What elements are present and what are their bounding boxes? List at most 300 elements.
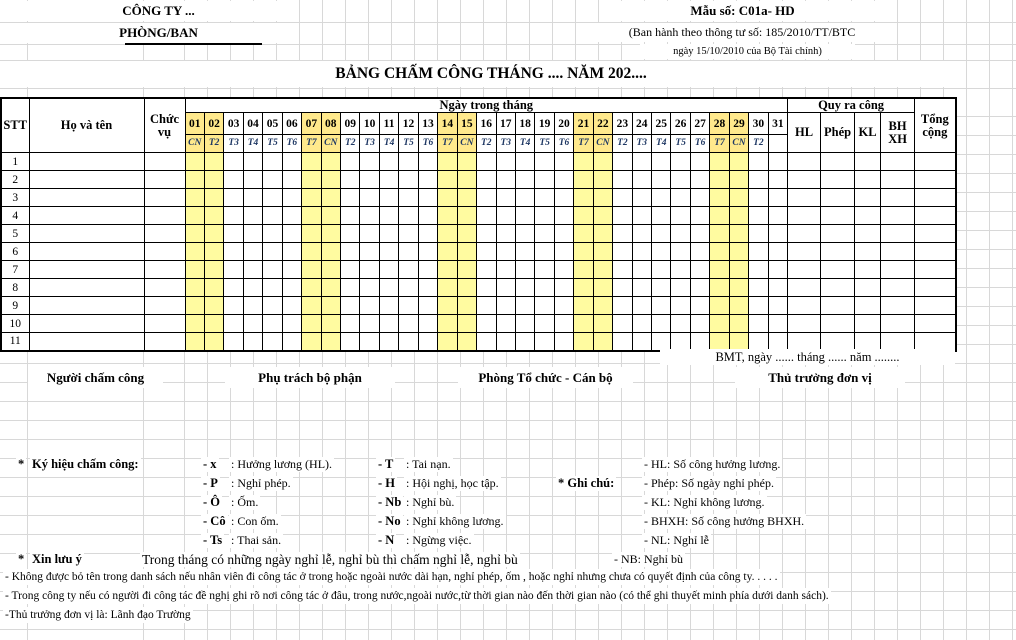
attendance-cell[interactable] [457, 333, 476, 351]
attendance-cell[interactable] [632, 333, 651, 351]
attendance-cell[interactable] [496, 225, 515, 243]
attendance-cell[interactable] [749, 189, 768, 207]
total-cell[interactable] [915, 243, 956, 261]
attendance-cell[interactable] [399, 243, 418, 261]
attendance-cell[interactable] [554, 261, 573, 279]
attendance-cell[interactable] [710, 189, 729, 207]
position-cell[interactable] [144, 207, 185, 225]
summary-cell[interactable] [881, 225, 915, 243]
attendance-cell[interactable] [477, 243, 496, 261]
name-cell[interactable] [29, 171, 144, 189]
attendance-cell[interactable] [535, 261, 554, 279]
attendance-cell[interactable] [690, 297, 709, 315]
total-cell[interactable] [915, 225, 956, 243]
summary-cell[interactable] [788, 207, 821, 225]
attendance-cell[interactable] [671, 171, 690, 189]
summary-cell[interactable] [881, 243, 915, 261]
attendance-cell[interactable] [535, 189, 554, 207]
attendance-cell[interactable] [613, 333, 632, 351]
attendance-cell[interactable] [302, 207, 321, 225]
attendance-cell[interactable] [613, 225, 632, 243]
attendance-cell[interactable] [477, 297, 496, 315]
attendance-cell[interactable] [418, 225, 437, 243]
attendance-cell[interactable] [690, 189, 709, 207]
attendance-cell[interactable] [768, 207, 787, 225]
attendance-cell[interactable] [360, 189, 379, 207]
attendance-cell[interactable] [282, 261, 301, 279]
position-cell[interactable] [144, 225, 185, 243]
attendance-cell[interactable] [243, 315, 262, 333]
attendance-cell[interactable] [263, 153, 282, 171]
attendance-cell[interactable] [729, 279, 748, 297]
attendance-cell[interactable] [224, 333, 243, 351]
attendance-cell[interactable] [729, 297, 748, 315]
attendance-cell[interactable] [574, 297, 593, 315]
attendance-cell[interactable] [768, 297, 787, 315]
summary-cell[interactable] [855, 189, 881, 207]
attendance-cell[interactable] [554, 315, 573, 333]
attendance-cell[interactable] [263, 261, 282, 279]
attendance-cell[interactable] [613, 171, 632, 189]
attendance-cell[interactable] [613, 153, 632, 171]
attendance-cell[interactable] [399, 333, 418, 351]
summary-cell[interactable] [821, 243, 855, 261]
attendance-cell[interactable] [749, 261, 768, 279]
attendance-cell[interactable] [729, 189, 748, 207]
attendance-cell[interactable] [749, 333, 768, 351]
attendance-cell[interactable] [438, 189, 457, 207]
attendance-cell[interactable] [496, 243, 515, 261]
name-cell[interactable] [29, 261, 144, 279]
attendance-cell[interactable] [554, 153, 573, 171]
summary-cell[interactable] [821, 279, 855, 297]
attendance-cell[interactable] [379, 189, 398, 207]
attendance-cell[interactable] [574, 279, 593, 297]
attendance-cell[interactable] [204, 261, 223, 279]
attendance-cell[interactable] [204, 153, 223, 171]
attendance-cell[interactable] [418, 189, 437, 207]
attendance-cell[interactable] [632, 279, 651, 297]
attendance-cell[interactable] [185, 189, 204, 207]
attendance-cell[interactable] [710, 207, 729, 225]
attendance-cell[interactable] [671, 297, 690, 315]
attendance-cell[interactable] [710, 243, 729, 261]
attendance-cell[interactable] [477, 153, 496, 171]
attendance-cell[interactable] [341, 207, 360, 225]
summary-cell[interactable] [881, 207, 915, 225]
attendance-cell[interactable] [535, 297, 554, 315]
attendance-cell[interactable] [341, 153, 360, 171]
attendance-cell[interactable] [243, 243, 262, 261]
attendance-cell[interactable] [574, 171, 593, 189]
attendance-cell[interactable] [593, 207, 612, 225]
attendance-cell[interactable] [321, 243, 340, 261]
name-cell[interactable] [29, 225, 144, 243]
attendance-cell[interactable] [282, 189, 301, 207]
attendance-cell[interactable] [263, 207, 282, 225]
attendance-cell[interactable] [632, 153, 651, 171]
summary-cell[interactable] [821, 153, 855, 171]
attendance-cell[interactable] [496, 315, 515, 333]
attendance-cell[interactable] [477, 225, 496, 243]
total-cell[interactable] [915, 171, 956, 189]
attendance-cell[interactable] [768, 189, 787, 207]
attendance-cell[interactable] [768, 261, 787, 279]
attendance-cell[interactable] [768, 225, 787, 243]
attendance-cell[interactable] [729, 261, 748, 279]
attendance-cell[interactable] [690, 243, 709, 261]
attendance-cell[interactable] [457, 315, 476, 333]
attendance-cell[interactable] [671, 153, 690, 171]
attendance-cell[interactable] [282, 297, 301, 315]
total-cell[interactable] [915, 153, 956, 171]
attendance-cell[interactable] [341, 243, 360, 261]
attendance-cell[interactable] [399, 297, 418, 315]
attendance-cell[interactable] [574, 261, 593, 279]
attendance-cell[interactable] [652, 243, 671, 261]
summary-cell[interactable] [881, 315, 915, 333]
attendance-cell[interactable] [302, 171, 321, 189]
summary-cell[interactable] [821, 225, 855, 243]
attendance-cell[interactable] [574, 243, 593, 261]
attendance-cell[interactable] [438, 333, 457, 351]
attendance-cell[interactable] [554, 225, 573, 243]
attendance-cell[interactable] [457, 171, 476, 189]
attendance-cell[interactable] [652, 297, 671, 315]
attendance-cell[interactable] [379, 333, 398, 351]
attendance-cell[interactable] [496, 189, 515, 207]
attendance-cell[interactable] [515, 261, 534, 279]
attendance-cell[interactable] [729, 225, 748, 243]
summary-cell[interactable] [821, 315, 855, 333]
attendance-cell[interactable] [379, 297, 398, 315]
attendance-cell[interactable] [341, 297, 360, 315]
attendance-cell[interactable] [710, 279, 729, 297]
attendance-cell[interactable] [243, 189, 262, 207]
attendance-cell[interactable] [768, 279, 787, 297]
attendance-cell[interactable] [632, 297, 651, 315]
total-cell[interactable] [915, 315, 956, 333]
attendance-cell[interactable] [224, 279, 243, 297]
position-cell[interactable] [144, 333, 185, 351]
attendance-cell[interactable] [477, 315, 496, 333]
attendance-cell[interactable] [243, 207, 262, 225]
summary-cell[interactable] [788, 333, 821, 351]
attendance-cell[interactable] [535, 243, 554, 261]
attendance-cell[interactable] [535, 315, 554, 333]
attendance-cell[interactable] [341, 279, 360, 297]
attendance-cell[interactable] [710, 171, 729, 189]
attendance-cell[interactable] [613, 243, 632, 261]
attendance-cell[interactable] [224, 243, 243, 261]
attendance-cell[interactable] [321, 225, 340, 243]
attendance-cell[interactable] [457, 225, 476, 243]
attendance-cell[interactable] [710, 261, 729, 279]
attendance-cell[interactable] [535, 207, 554, 225]
attendance-cell[interactable] [593, 315, 612, 333]
attendance-cell[interactable] [749, 171, 768, 189]
name-cell[interactable] [29, 243, 144, 261]
total-cell[interactable] [915, 333, 956, 351]
attendance-cell[interactable] [438, 315, 457, 333]
summary-cell[interactable] [788, 315, 821, 333]
attendance-cell[interactable] [224, 315, 243, 333]
attendance-cell[interactable] [243, 279, 262, 297]
name-cell[interactable] [29, 333, 144, 351]
attendance-cell[interactable] [515, 207, 534, 225]
summary-cell[interactable] [881, 297, 915, 315]
attendance-cell[interactable] [263, 225, 282, 243]
attendance-cell[interactable] [671, 315, 690, 333]
attendance-cell[interactable] [749, 153, 768, 171]
attendance-cell[interactable] [321, 171, 340, 189]
attendance-cell[interactable] [360, 333, 379, 351]
attendance-cell[interactable] [496, 171, 515, 189]
attendance-cell[interactable] [690, 225, 709, 243]
attendance-cell[interactable] [224, 207, 243, 225]
attendance-cell[interactable] [554, 189, 573, 207]
attendance-cell[interactable] [710, 333, 729, 351]
attendance-cell[interactable] [768, 153, 787, 171]
attendance-cell[interactable] [554, 333, 573, 351]
attendance-cell[interactable] [243, 261, 262, 279]
attendance-cell[interactable] [302, 243, 321, 261]
position-cell[interactable] [144, 297, 185, 315]
attendance-cell[interactable] [535, 225, 554, 243]
attendance-cell[interactable] [282, 243, 301, 261]
attendance-cell[interactable] [302, 315, 321, 333]
position-cell[interactable] [144, 315, 185, 333]
total-cell[interactable] [915, 261, 956, 279]
name-cell[interactable] [29, 207, 144, 225]
attendance-cell[interactable] [554, 279, 573, 297]
attendance-cell[interactable] [341, 189, 360, 207]
attendance-cell[interactable] [671, 279, 690, 297]
attendance-cell[interactable] [243, 225, 262, 243]
attendance-cell[interactable] [613, 189, 632, 207]
summary-cell[interactable] [821, 297, 855, 315]
attendance-cell[interactable] [282, 315, 301, 333]
attendance-cell[interactable] [263, 333, 282, 351]
attendance-cell[interactable] [690, 207, 709, 225]
attendance-cell[interactable] [593, 225, 612, 243]
attendance-cell[interactable] [768, 171, 787, 189]
attendance-cell[interactable] [515, 297, 534, 315]
attendance-cell[interactable] [321, 279, 340, 297]
attendance-cell[interactable] [321, 315, 340, 333]
attendance-cell[interactable] [341, 261, 360, 279]
attendance-cell[interactable] [341, 315, 360, 333]
position-cell[interactable] [144, 243, 185, 261]
attendance-cell[interactable] [574, 315, 593, 333]
attendance-cell[interactable] [438, 207, 457, 225]
attendance-cell[interactable] [710, 153, 729, 171]
attendance-cell[interactable] [341, 333, 360, 351]
attendance-cell[interactable] [438, 225, 457, 243]
attendance-cell[interactable] [729, 171, 748, 189]
attendance-cell[interactable] [477, 333, 496, 351]
attendance-cell[interactable] [515, 315, 534, 333]
summary-cell[interactable] [788, 171, 821, 189]
attendance-cell[interactable] [282, 333, 301, 351]
summary-cell[interactable] [855, 243, 881, 261]
attendance-cell[interactable] [341, 225, 360, 243]
attendance-cell[interactable] [632, 171, 651, 189]
name-cell[interactable] [29, 315, 144, 333]
summary-cell[interactable] [855, 171, 881, 189]
attendance-cell[interactable] [399, 171, 418, 189]
attendance-cell[interactable] [554, 207, 573, 225]
attendance-cell[interactable] [632, 225, 651, 243]
attendance-cell[interactable] [496, 261, 515, 279]
attendance-cell[interactable] [418, 333, 437, 351]
attendance-cell[interactable] [224, 225, 243, 243]
total-cell[interactable] [915, 189, 956, 207]
summary-cell[interactable] [855, 279, 881, 297]
attendance-cell[interactable] [535, 279, 554, 297]
attendance-cell[interactable] [418, 279, 437, 297]
summary-cell[interactable] [788, 279, 821, 297]
attendance-cell[interactable] [224, 297, 243, 315]
summary-cell[interactable] [788, 261, 821, 279]
attendance-cell[interactable] [418, 243, 437, 261]
attendance-cell[interactable] [399, 315, 418, 333]
attendance-cell[interactable] [671, 207, 690, 225]
attendance-cell[interactable] [496, 297, 515, 315]
attendance-cell[interactable] [185, 333, 204, 351]
attendance-cell[interactable] [554, 297, 573, 315]
attendance-cell[interactable] [477, 207, 496, 225]
attendance-cell[interactable] [418, 297, 437, 315]
attendance-cell[interactable] [263, 315, 282, 333]
attendance-cell[interactable] [302, 297, 321, 315]
attendance-cell[interactable] [690, 261, 709, 279]
summary-cell[interactable] [788, 243, 821, 261]
summary-cell[interactable] [855, 315, 881, 333]
summary-cell[interactable] [881, 333, 915, 351]
attendance-cell[interactable] [399, 261, 418, 279]
attendance-cell[interactable] [671, 243, 690, 261]
attendance-cell[interactable] [438, 297, 457, 315]
summary-cell[interactable] [881, 189, 915, 207]
attendance-cell[interactable] [282, 279, 301, 297]
attendance-cell[interactable] [438, 243, 457, 261]
attendance-cell[interactable] [185, 171, 204, 189]
attendance-cell[interactable] [224, 189, 243, 207]
attendance-cell[interactable] [204, 189, 223, 207]
summary-cell[interactable] [855, 261, 881, 279]
attendance-cell[interactable] [729, 333, 748, 351]
summary-cell[interactable] [881, 261, 915, 279]
attendance-cell[interactable] [360, 207, 379, 225]
summary-cell[interactable] [821, 261, 855, 279]
attendance-cell[interactable] [321, 207, 340, 225]
attendance-cell[interactable] [574, 189, 593, 207]
attendance-cell[interactable] [457, 261, 476, 279]
attendance-cell[interactable] [652, 207, 671, 225]
attendance-cell[interactable] [204, 171, 223, 189]
attendance-cell[interactable] [554, 243, 573, 261]
summary-cell[interactable] [788, 153, 821, 171]
position-cell[interactable] [144, 261, 185, 279]
attendance-cell[interactable] [457, 207, 476, 225]
attendance-cell[interactable] [438, 171, 457, 189]
attendance-cell[interactable] [710, 297, 729, 315]
attendance-cell[interactable] [749, 315, 768, 333]
summary-cell[interactable] [855, 225, 881, 243]
attendance-cell[interactable] [613, 261, 632, 279]
position-cell[interactable] [144, 171, 185, 189]
attendance-cell[interactable] [535, 171, 554, 189]
attendance-cell[interactable] [399, 225, 418, 243]
attendance-cell[interactable] [515, 333, 534, 351]
total-cell[interactable] [915, 207, 956, 225]
name-cell[interactable] [29, 279, 144, 297]
attendance-cell[interactable] [652, 315, 671, 333]
attendance-cell[interactable] [535, 153, 554, 171]
attendance-cell[interactable] [399, 279, 418, 297]
attendance-cell[interactable] [379, 207, 398, 225]
attendance-cell[interactable] [204, 333, 223, 351]
attendance-cell[interactable] [652, 225, 671, 243]
summary-cell[interactable] [881, 279, 915, 297]
attendance-cell[interactable] [496, 153, 515, 171]
attendance-cell[interactable] [515, 153, 534, 171]
attendance-cell[interactable] [185, 261, 204, 279]
attendance-cell[interactable] [302, 279, 321, 297]
summary-cell[interactable] [788, 225, 821, 243]
attendance-cell[interactable] [690, 315, 709, 333]
attendance-cell[interactable] [671, 261, 690, 279]
attendance-cell[interactable] [632, 315, 651, 333]
attendance-cell[interactable] [457, 189, 476, 207]
attendance-cell[interactable] [593, 297, 612, 315]
position-cell[interactable] [144, 153, 185, 171]
summary-cell[interactable] [788, 189, 821, 207]
attendance-cell[interactable] [515, 243, 534, 261]
attendance-cell[interactable] [321, 261, 340, 279]
attendance-cell[interactable] [379, 243, 398, 261]
attendance-cell[interactable] [652, 279, 671, 297]
attendance-cell[interactable] [690, 171, 709, 189]
attendance-cell[interactable] [204, 297, 223, 315]
attendance-cell[interactable] [671, 225, 690, 243]
attendance-cell[interactable] [204, 207, 223, 225]
attendance-cell[interactable] [243, 333, 262, 351]
name-cell[interactable] [29, 297, 144, 315]
attendance-cell[interactable] [632, 207, 651, 225]
attendance-cell[interactable] [457, 153, 476, 171]
attendance-cell[interactable] [710, 315, 729, 333]
attendance-cell[interactable] [224, 261, 243, 279]
summary-cell[interactable] [855, 333, 881, 351]
attendance-cell[interactable] [671, 333, 690, 351]
attendance-cell[interactable] [690, 333, 709, 351]
attendance-cell[interactable] [379, 315, 398, 333]
position-cell[interactable] [144, 279, 185, 297]
attendance-cell[interactable] [477, 279, 496, 297]
attendance-cell[interactable] [729, 243, 748, 261]
attendance-cell[interactable] [515, 225, 534, 243]
attendance-cell[interactable] [418, 153, 437, 171]
attendance-cell[interactable] [574, 153, 593, 171]
attendance-cell[interactable] [457, 297, 476, 315]
attendance-cell[interactable] [632, 261, 651, 279]
attendance-cell[interactable] [593, 171, 612, 189]
attendance-cell[interactable] [477, 189, 496, 207]
attendance-cell[interactable] [574, 333, 593, 351]
attendance-cell[interactable] [302, 225, 321, 243]
